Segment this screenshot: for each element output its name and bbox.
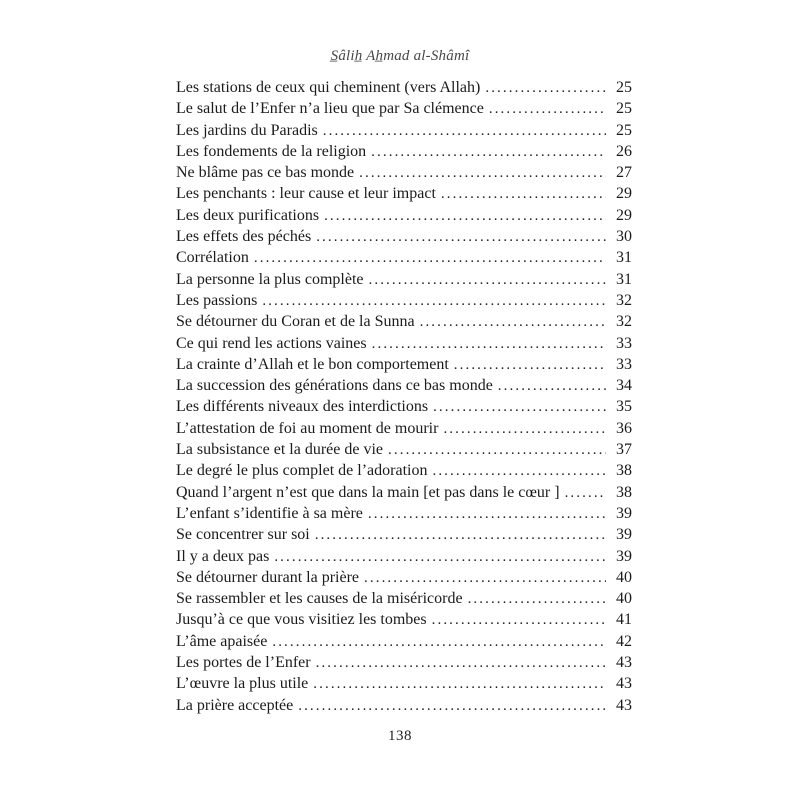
toc-entry-page: 43 <box>616 654 632 672</box>
toc-entry-page: 43 <box>616 696 632 714</box>
toc-leader-dots <box>432 462 606 480</box>
toc-leader-dots <box>324 207 606 225</box>
toc-leader-dots <box>254 249 606 267</box>
toc-entry <box>176 590 632 611</box>
toc-leader-dots <box>372 335 606 353</box>
toc-entry-title: Se détourner durant la prière <box>176 568 360 586</box>
toc-entry-title: L’attestation de foi au moment de mourir <box>176 419 439 437</box>
toc-entry-title: Corrélation <box>176 249 249 267</box>
toc-entry-page: 32 <box>616 313 632 331</box>
page-number: 138 <box>388 728 412 744</box>
toc-entry-title: La subsistance et la durée de vie <box>176 441 384 459</box>
toc-entry-page: 34 <box>616 377 632 395</box>
toc-entry-page: 25 <box>616 100 632 118</box>
toc-entry <box>176 697 632 718</box>
toc-entry-title: Les portes de l’Enfer <box>176 654 311 672</box>
toc-entry-title: L’œuvre la plus utile <box>176 675 309 693</box>
toc-entry <box>176 100 632 121</box>
toc-entry-title: Les deux purifications <box>176 206 320 224</box>
toc-entry-title: Il y a deux pas <box>176 547 270 565</box>
toc-entry <box>176 207 632 228</box>
toc-entry-title: Les penchants : leur cause et leur impact <box>176 185 436 203</box>
toc-entry-title: La succession des générations dans ce bas monde <box>176 377 493 395</box>
toc-entry-page: 33 <box>616 334 632 352</box>
toc-entry-title: L’enfant s’identifie à sa mère <box>176 504 363 522</box>
toc-entry-page: 26 <box>616 142 632 160</box>
toc-entry-page: 36 <box>616 419 632 437</box>
toc-leader-dots <box>498 377 606 395</box>
toc-entry <box>176 79 632 100</box>
toc-leader-dots <box>272 633 606 651</box>
toc-entry <box>176 441 632 462</box>
toc-entry <box>176 633 632 654</box>
toc-entry-title: Ne blâme pas ce bas monde <box>176 164 355 182</box>
toc-entry-title: Les différents niveaux des interdictions <box>176 398 429 416</box>
toc-entry-title: Le salut de l’Enfer n’a lieu que par Sa clémence <box>176 100 484 118</box>
toc-entry <box>176 675 632 696</box>
toc-leader-dots <box>274 548 606 566</box>
toc-entry <box>176 548 632 569</box>
toc-entry <box>176 292 632 313</box>
table-of-contents <box>176 79 632 718</box>
toc-entry-title: Se concentrer sur soi <box>176 526 310 544</box>
toc-entry <box>176 143 632 164</box>
toc-leader-dots <box>485 79 606 97</box>
toc-entry-page: 38 <box>616 483 632 501</box>
toc-leader-dots <box>388 441 606 459</box>
toc-leader-dots <box>364 569 606 587</box>
toc-leader-dots <box>316 228 606 246</box>
toc-entry-title: Se rassembler et les causes de la miséricorde <box>176 590 463 608</box>
toc-entry <box>176 611 632 632</box>
toc-entry <box>176 335 632 356</box>
toc-entry-title: Ce qui rend les actions vaines <box>176 334 367 352</box>
toc-leader-dots <box>368 505 606 523</box>
toc-leader-dots <box>369 271 607 289</box>
toc-entry-title: Les jardins du Paradis <box>176 121 318 139</box>
toc-entry-page: 39 <box>616 526 632 544</box>
toc-leader-dots <box>433 398 606 416</box>
toc-entry <box>176 569 632 590</box>
toc-entry <box>176 462 632 483</box>
toc-entry-title: L’âme apaisée <box>176 632 268 650</box>
toc-leader-dots <box>359 164 606 182</box>
toc-entry <box>176 420 632 441</box>
toc-entry-title: Les stations de ceux qui cheminent (vers Allah) <box>176 79 481 96</box>
toc-entry-title: Jusqu’à ce que vous visitiez les tombes <box>176 611 427 629</box>
toc-entry-title: Quand l’argent n’est que dans la main [et pas dans le cœur ] <box>176 483 560 501</box>
toc-entry-page: 30 <box>616 228 632 246</box>
toc-leader-dots <box>468 590 606 608</box>
toc-entry <box>176 484 632 505</box>
toc-leader-dots <box>489 100 606 118</box>
toc-leader-dots <box>316 654 606 672</box>
toc-entry-page: 33 <box>616 355 632 373</box>
running-header-author: S̲âlih̲ Ah̲mad al-Shâmî <box>330 48 470 64</box>
toc-leader-dots <box>315 526 606 544</box>
toc-entry-page: 29 <box>616 185 632 203</box>
toc-entry-title: Les passions <box>176 291 258 309</box>
toc-entry <box>176 164 632 185</box>
toc-entry-page: 29 <box>616 206 632 224</box>
toc-leader-dots <box>441 185 606 203</box>
toc-entry-title: Se détourner du Coran et de la Sunna <box>176 313 415 331</box>
toc-entry-title: Les effets des péchés <box>176 228 312 246</box>
toc-leader-dots <box>313 675 606 693</box>
toc-entry-page: 37 <box>616 441 632 459</box>
toc-entry-page: 39 <box>616 504 632 522</box>
toc-entry-page: 41 <box>616 611 632 629</box>
toc-entry <box>176 313 632 334</box>
toc-entry-title: La crainte d’Allah et le bon comportement <box>176 355 449 373</box>
toc-leader-dots <box>371 143 606 161</box>
toc-leader-dots <box>262 292 606 310</box>
toc-entry <box>176 185 632 206</box>
toc-entry-page: 43 <box>616 675 632 693</box>
toc-leader-dots <box>565 484 606 502</box>
toc-entry-title: La personne la plus complète <box>176 270 364 288</box>
toc-entry-title: Le degré le plus complet de l’adoration <box>176 462 428 480</box>
toc-entry-page: 40 <box>616 568 632 586</box>
toc-leader-dots <box>298 697 606 715</box>
toc-leader-dots <box>454 356 606 374</box>
toc-entry-page: 31 <box>616 249 632 267</box>
toc-leader-dots <box>443 420 606 438</box>
toc-entry-title: La prière acceptée <box>176 696 294 714</box>
toc-entry-page: 25 <box>616 79 632 96</box>
toc-entry-page: 39 <box>616 547 632 565</box>
toc-entry-page: 27 <box>616 164 632 182</box>
toc-entry-title: Les fondements de la religion <box>176 142 367 160</box>
toc-entry <box>176 122 632 143</box>
toc-leader-dots <box>323 122 606 140</box>
toc-entry-page: 35 <box>616 398 632 416</box>
toc-entry-page: 42 <box>616 632 632 650</box>
toc-entry <box>176 377 632 398</box>
toc-leader-dots <box>420 313 606 331</box>
toc-entry-page: 38 <box>616 462 632 480</box>
toc-entry-page: 32 <box>616 291 632 309</box>
toc-entry <box>176 526 632 547</box>
toc-entry <box>176 654 632 675</box>
toc-entry <box>176 398 632 419</box>
toc-entry <box>176 356 632 377</box>
toc-entry <box>176 505 632 526</box>
toc-entry <box>176 249 632 270</box>
toc-entry <box>176 228 632 249</box>
toc-entry <box>176 271 632 292</box>
toc-entry-page: 40 <box>616 590 632 608</box>
toc-entry-page: 25 <box>616 121 632 139</box>
toc-leader-dots <box>432 611 606 629</box>
toc-entry-page: 31 <box>616 270 632 288</box>
